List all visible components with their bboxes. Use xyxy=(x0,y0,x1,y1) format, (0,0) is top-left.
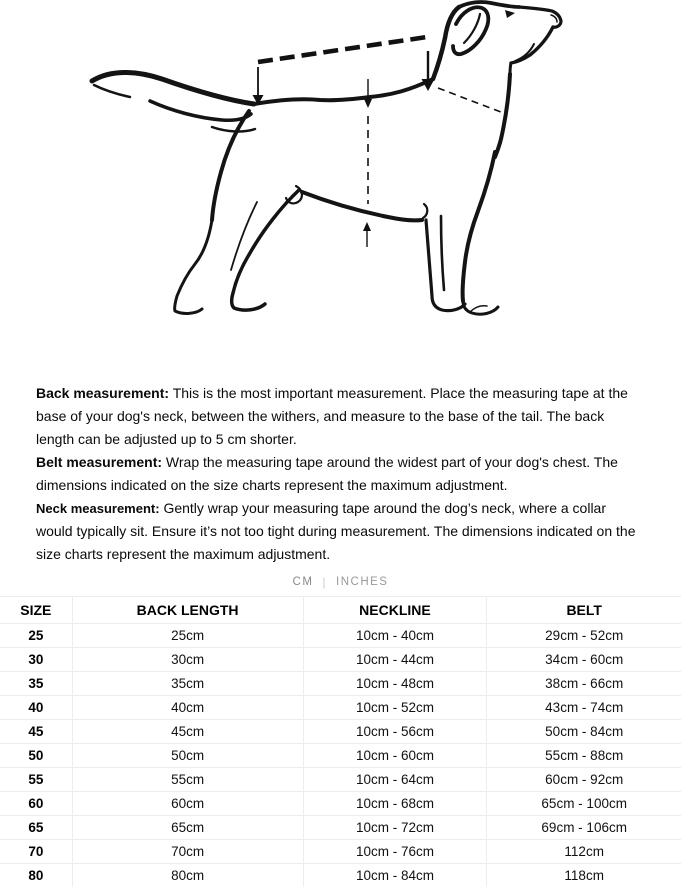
size-table xyxy=(0,596,681,887)
table-row xyxy=(0,864,681,887)
table-row xyxy=(0,744,681,768)
value-cell: 25cm xyxy=(72,624,303,648)
value-cell: 10cm - 60cm xyxy=(303,744,487,768)
value-cell: 34cm - 60cm xyxy=(487,648,681,672)
value-cell: 10cm - 64cm xyxy=(303,768,487,792)
value-cell: 69cm - 106cm xyxy=(487,816,681,840)
size-cell: 60 xyxy=(0,792,72,816)
value-cell: 10cm - 84cm xyxy=(303,864,487,887)
instruction-paragraph: Back measurement: This is the most important measurement. Place the measuring tape at the base of your dog's neck, between the withers, and measure to the base of the tail. The back length can be adjusted up to 5 cm shorter. xyxy=(36,382,645,451)
belt-arrow-up xyxy=(363,222,371,247)
table-row xyxy=(0,768,681,792)
measurement-instructions xyxy=(36,382,645,566)
value-cell: 50cm - 84cm xyxy=(487,720,681,744)
size-table-header-row xyxy=(0,597,681,624)
value-cell: 60cm xyxy=(72,792,303,816)
size-cell: 65 xyxy=(0,816,72,840)
column-header: BACK LENGTH xyxy=(72,597,303,624)
value-cell: 55cm xyxy=(72,768,303,792)
value-cell: 80cm xyxy=(72,864,303,887)
unit-inches-button[interactable]: INCHES xyxy=(336,576,388,588)
value-cell: 10cm - 44cm xyxy=(303,648,487,672)
value-cell: 30cm xyxy=(72,648,303,672)
value-cell: 50cm xyxy=(72,744,303,768)
unit-toggle-divider: | xyxy=(322,575,327,589)
value-cell: 65cm - 100cm xyxy=(487,792,681,816)
value-cell: 118cm xyxy=(487,864,681,887)
dog-eye-icon xyxy=(505,10,515,18)
value-cell: 10cm - 72cm xyxy=(303,816,487,840)
value-cell: 10cm - 76cm xyxy=(303,840,487,864)
value-cell: 10cm - 40cm xyxy=(303,624,487,648)
size-cell: 70 xyxy=(0,840,72,864)
value-cell: 40cm xyxy=(72,696,303,720)
table-row xyxy=(0,648,681,672)
instruction-label: Neck measurement: xyxy=(36,501,160,516)
instruction-paragraph: Neck measurement: Gently wrap your measuring tape around the dog’s neck, where a collar would typically sit. Ensure it’s not too tight during measurement. The dimensions indicated on the size charts represent the maximum adjustment. xyxy=(36,497,645,566)
value-cell: 10cm - 68cm xyxy=(303,792,487,816)
value-cell: 55cm - 88cm xyxy=(487,744,681,768)
dog-outline xyxy=(92,2,561,314)
column-header: SIZE xyxy=(0,597,72,624)
dog-measurement-diagram xyxy=(0,0,681,358)
value-cell: 70cm xyxy=(72,840,303,864)
size-cell: 35 xyxy=(0,672,72,696)
table-row xyxy=(0,696,681,720)
instruction-label: Back measurement: xyxy=(36,385,169,401)
table-row xyxy=(0,624,681,648)
column-header: BELT xyxy=(487,597,681,624)
instruction-label: Belt measurement: xyxy=(36,454,162,470)
value-cell: 60cm - 92cm xyxy=(487,768,681,792)
size-table-body xyxy=(0,624,681,887)
value-cell: 35cm xyxy=(72,672,303,696)
neckline-dashed-line xyxy=(438,88,506,114)
size-cell: 50 xyxy=(0,744,72,768)
value-cell: 10cm - 56cm xyxy=(303,720,487,744)
size-cell: 30 xyxy=(0,648,72,672)
back-length-arrow-left xyxy=(253,67,264,105)
value-cell: 112cm xyxy=(487,840,681,864)
size-cell: 25 xyxy=(0,624,72,648)
size-cell: 45 xyxy=(0,720,72,744)
size-cell: 40 xyxy=(0,696,72,720)
table-row xyxy=(0,816,681,840)
table-row xyxy=(0,840,681,864)
table-row xyxy=(0,792,681,816)
back-length-dashed-line xyxy=(258,37,427,62)
unit-toggle xyxy=(0,573,681,590)
size-cell: 55 xyxy=(0,768,72,792)
size-cell: 80 xyxy=(0,864,72,887)
value-cell: 65cm xyxy=(72,816,303,840)
unit-cm-button[interactable]: CM xyxy=(293,576,314,588)
column-header: NECKLINE xyxy=(303,597,487,624)
value-cell: 10cm - 48cm xyxy=(303,672,487,696)
table-row xyxy=(0,720,681,744)
value-cell: 38cm - 66cm xyxy=(487,672,681,696)
value-cell: 10cm - 52cm xyxy=(303,696,487,720)
value-cell: 29cm - 52cm xyxy=(487,624,681,648)
value-cell: 43cm - 74cm xyxy=(487,696,681,720)
value-cell: 45cm xyxy=(72,720,303,744)
instruction-paragraph: Belt measurement: Wrap the measuring tape around the widest part of your dog's chest. The dimensions indicated on the size charts represent the maximum adjustment. xyxy=(36,451,645,497)
table-row xyxy=(0,672,681,696)
belt-arrow-down xyxy=(364,79,372,108)
dog-line-art-svg xyxy=(0,0,681,358)
